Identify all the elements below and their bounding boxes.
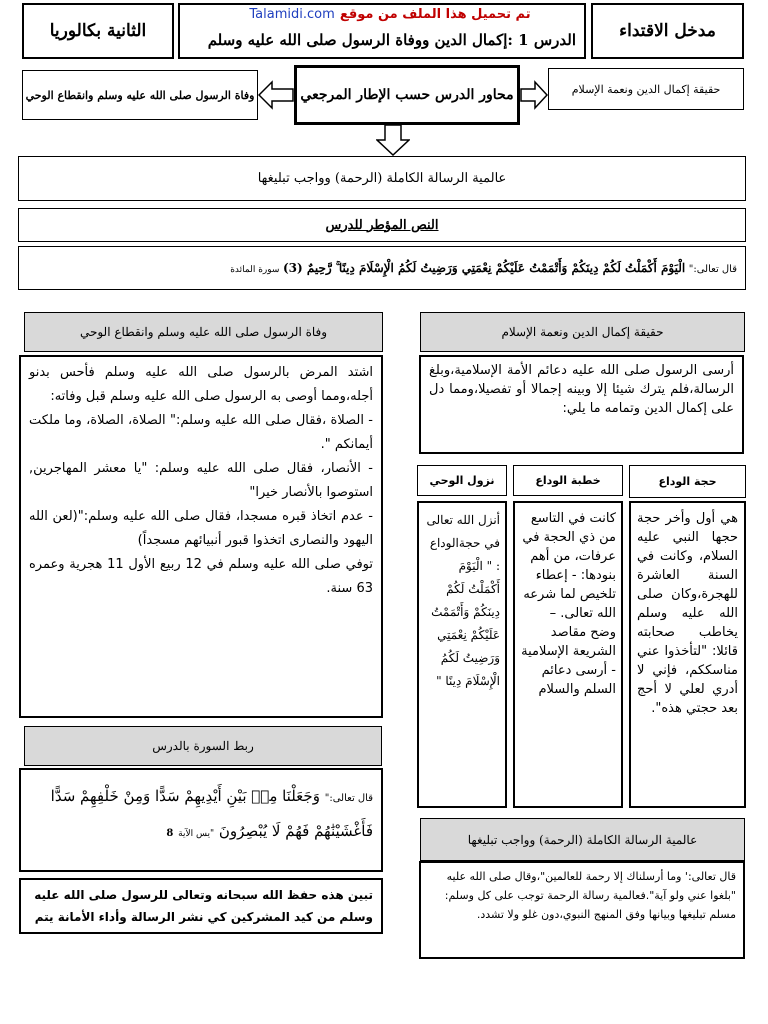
col-revelation-title-box <box>417 465 507 496</box>
level-box <box>22 3 174 59</box>
section-right-intro-box <box>419 355 744 454</box>
col-sermon-body-box <box>513 501 623 808</box>
framing-verse-box <box>18 246 746 290</box>
lesson-title-box <box>178 3 586 59</box>
section-surah-heading: ربط السورة بالدرس <box>152 739 254 753</box>
section-right-heading: حقيقة إكمال الدين ونعمة الإسلام <box>501 325 664 339</box>
arrow-right-icon <box>520 80 548 110</box>
section-surah-heading-box <box>24 726 382 766</box>
section-universal-heading: عالمية الرسالة الكاملة (الرحمة) وواجب تبليغها <box>467 832 698 847</box>
col-revelation-body: أنزل الله تعالى في حجةالوداع : " الْيَوْمَ أَكْمَلْتُ لَكُمْ دِينَكُمْ وَأَتْمَمْتُ عَلَيْكُمْ نِعْمَتِي وَرَضِيتُ لَكُمُ الْإِسْلَامَ دِينًا " <box>426 513 500 688</box>
framework-center-box <box>294 65 520 125</box>
section-left-paragraph: توفي صلى الله عليه وسلم في 12 ربيع الأول 11 هجرية وعمره 63 سنة. <box>29 557 373 596</box>
surah-conclusion: تبين هذه حفظ الله سبحانه وتعالى للرسول صلى الله عليه وسلم من كيد المشركين كي نشر الرسالة وأداء الأمانة يتم <box>34 888 373 924</box>
framework-center-label: محاور الدرس حسب الإطار المرجعي <box>300 87 514 103</box>
section-left-paragraph: - الأنصار، فقال صلى الله عليه وسلم: "يا معشر المهاجرين, استوصوا بالأنصار خيرا" <box>29 461 373 500</box>
section-universal-body-box <box>419 861 745 959</box>
col-hajj-body-box <box>629 501 746 808</box>
section-right-heading-box <box>420 312 745 352</box>
framework-left-box <box>22 70 258 120</box>
col-revelation-body-box <box>417 501 507 808</box>
col-revelation-title: نزول الوحي <box>429 474 495 487</box>
col-sermon-title-box <box>513 465 623 496</box>
lesson-title: الدرس 1 :إكمال الدين ووفاة الرسول صلى الله عليه وسلم <box>207 31 576 49</box>
section-left-heading-box <box>24 312 383 352</box>
section-right-intro: أرسى الرسول صلى الله عليه دعائم الأمة الإسلامية،وبلغ الرسالة،فلم يترك شيئا إلا وبينه إجمالا أو تفصيلا،ومما دل على إكمال الدين وتمامه ما يلي: <box>429 363 734 416</box>
surah-source: "يس الآية <box>178 829 215 839</box>
col-hajj-title: حجة الوداع <box>658 475 717 488</box>
framing-intro: قال تعالى:" <box>688 264 737 275</box>
framework-bottom-label: عالمية الرسالة الكاملة (الرحمة) وواجب تبليغها <box>257 171 507 186</box>
watermark-site[interactable]: Talamidi.com <box>249 7 335 22</box>
section-left-paragraph: - الصلاة ،فقال صلى الله عليه وسلم:" الصلاة، الصلاة، وما ملكت أيمانكم ". <box>29 413 373 452</box>
arrow-left-icon <box>258 80 294 110</box>
section-left-body-box <box>19 355 383 718</box>
section-universal-body: قال تعالى:' وما أرسلناك إلا رحمة للعالمين"،وقال صلى الله عليه "بلغوا عني ولو آية".فعالمية رسالة الرحمة توجب على كل وسلم: مسلم تبليغها وبيانها وفق المنهج النبوي،دون غلو ولا تشدد. <box>444 870 736 921</box>
unit-box <box>591 3 744 59</box>
section-left-heading: وفاة الرسول صلى الله عليه وسلم وانقطاع الوحي <box>79 325 328 339</box>
section-left-paragraph: اشتد المرض بالرسول صلى الله عليه وسلم فأحس بدنو أجله،ومما أوصى به الرسول صلى الله عليه وسلم قبل وفاته: <box>29 365 373 404</box>
surah-verse-number: 8 <box>166 828 174 839</box>
level-label: الثانية بكالوريا <box>49 21 147 41</box>
surah-verse: وَجَعَلْنَا مِنۢ بَيْنِ أَيْدِيهِمْ سَدًّا وَمِنْ خَلْفِهِمْ سَدًّا فَأَغْشَيْنَٰهُمْ فَهُمْ لَا يُبْصِرُونَ <box>50 787 373 840</box>
col-hajj-body: هي أول وأخر حجة حجها النبي عليه السلام، وكانت في السنة العاشرة للهجرة،وكان صلى الله عليه وسلم يخاطب صحابته قائلا: "لتأخذوا عني مناسككم، فإني لا أدري لعلي لا أحج بعد حجتي هذه". <box>637 511 738 716</box>
arrow-down-icon <box>376 124 410 156</box>
surah-intro: قال تعالى:" <box>324 793 373 804</box>
section-universal-heading-box <box>420 818 745 861</box>
framing-heading: النص المؤطر للدرس <box>325 217 439 233</box>
section-surah-conclusion-box <box>19 878 383 934</box>
framework-bottom-box <box>18 156 746 201</box>
col-hajj-title-box <box>629 465 746 498</box>
framework-right-box <box>548 68 744 110</box>
col-sermon-body: كانت في التاسع من ذي الحجة في عرفات، من أهم بنودها: - إعطاء تلخيص لما شرعه الله تعالى. – وضح مقاصد الشريعة الإسلامية - أرسى دعائم السلم والسلام <box>521 511 616 697</box>
watermark-text: تم تحميل هذا الملف من موقع <box>339 7 531 22</box>
section-left-paragraph: - عدم اتخاذ قبره مسجدا، فقال صلى الله عليه وسلم:"(لعن الله اليهود والنصارى اتخذوا قبور أنبيائهم مسجداً) <box>29 509 373 548</box>
section-surah-verse-box <box>19 768 383 872</box>
unit-label: مدخل الاقتداء <box>619 21 716 41</box>
framing-verse: الْيَوْمَ أَكْمَلْتُ لَكُمْ دِينَكُمْ وَأَتْمَمْتُ عَلَيْكُمْ نِعْمَتِي وَرَضِيتُ لَكُمُ الْإِسْلَامَ دِينًا ۚ رَّحِيمٌ (3) <box>282 261 686 275</box>
framework-right-label: حقيقة إكمال الدين ونعمة الإسلام <box>571 82 721 96</box>
framework-left-label: وفاة الرسول صلى الله عليه وسلم وانقطاع الوحي <box>25 88 255 102</box>
framing-heading-box <box>18 208 746 242</box>
col-sermon-title: خطبة الوداع <box>535 474 601 487</box>
framing-source: سورة المائدة <box>230 265 280 275</box>
